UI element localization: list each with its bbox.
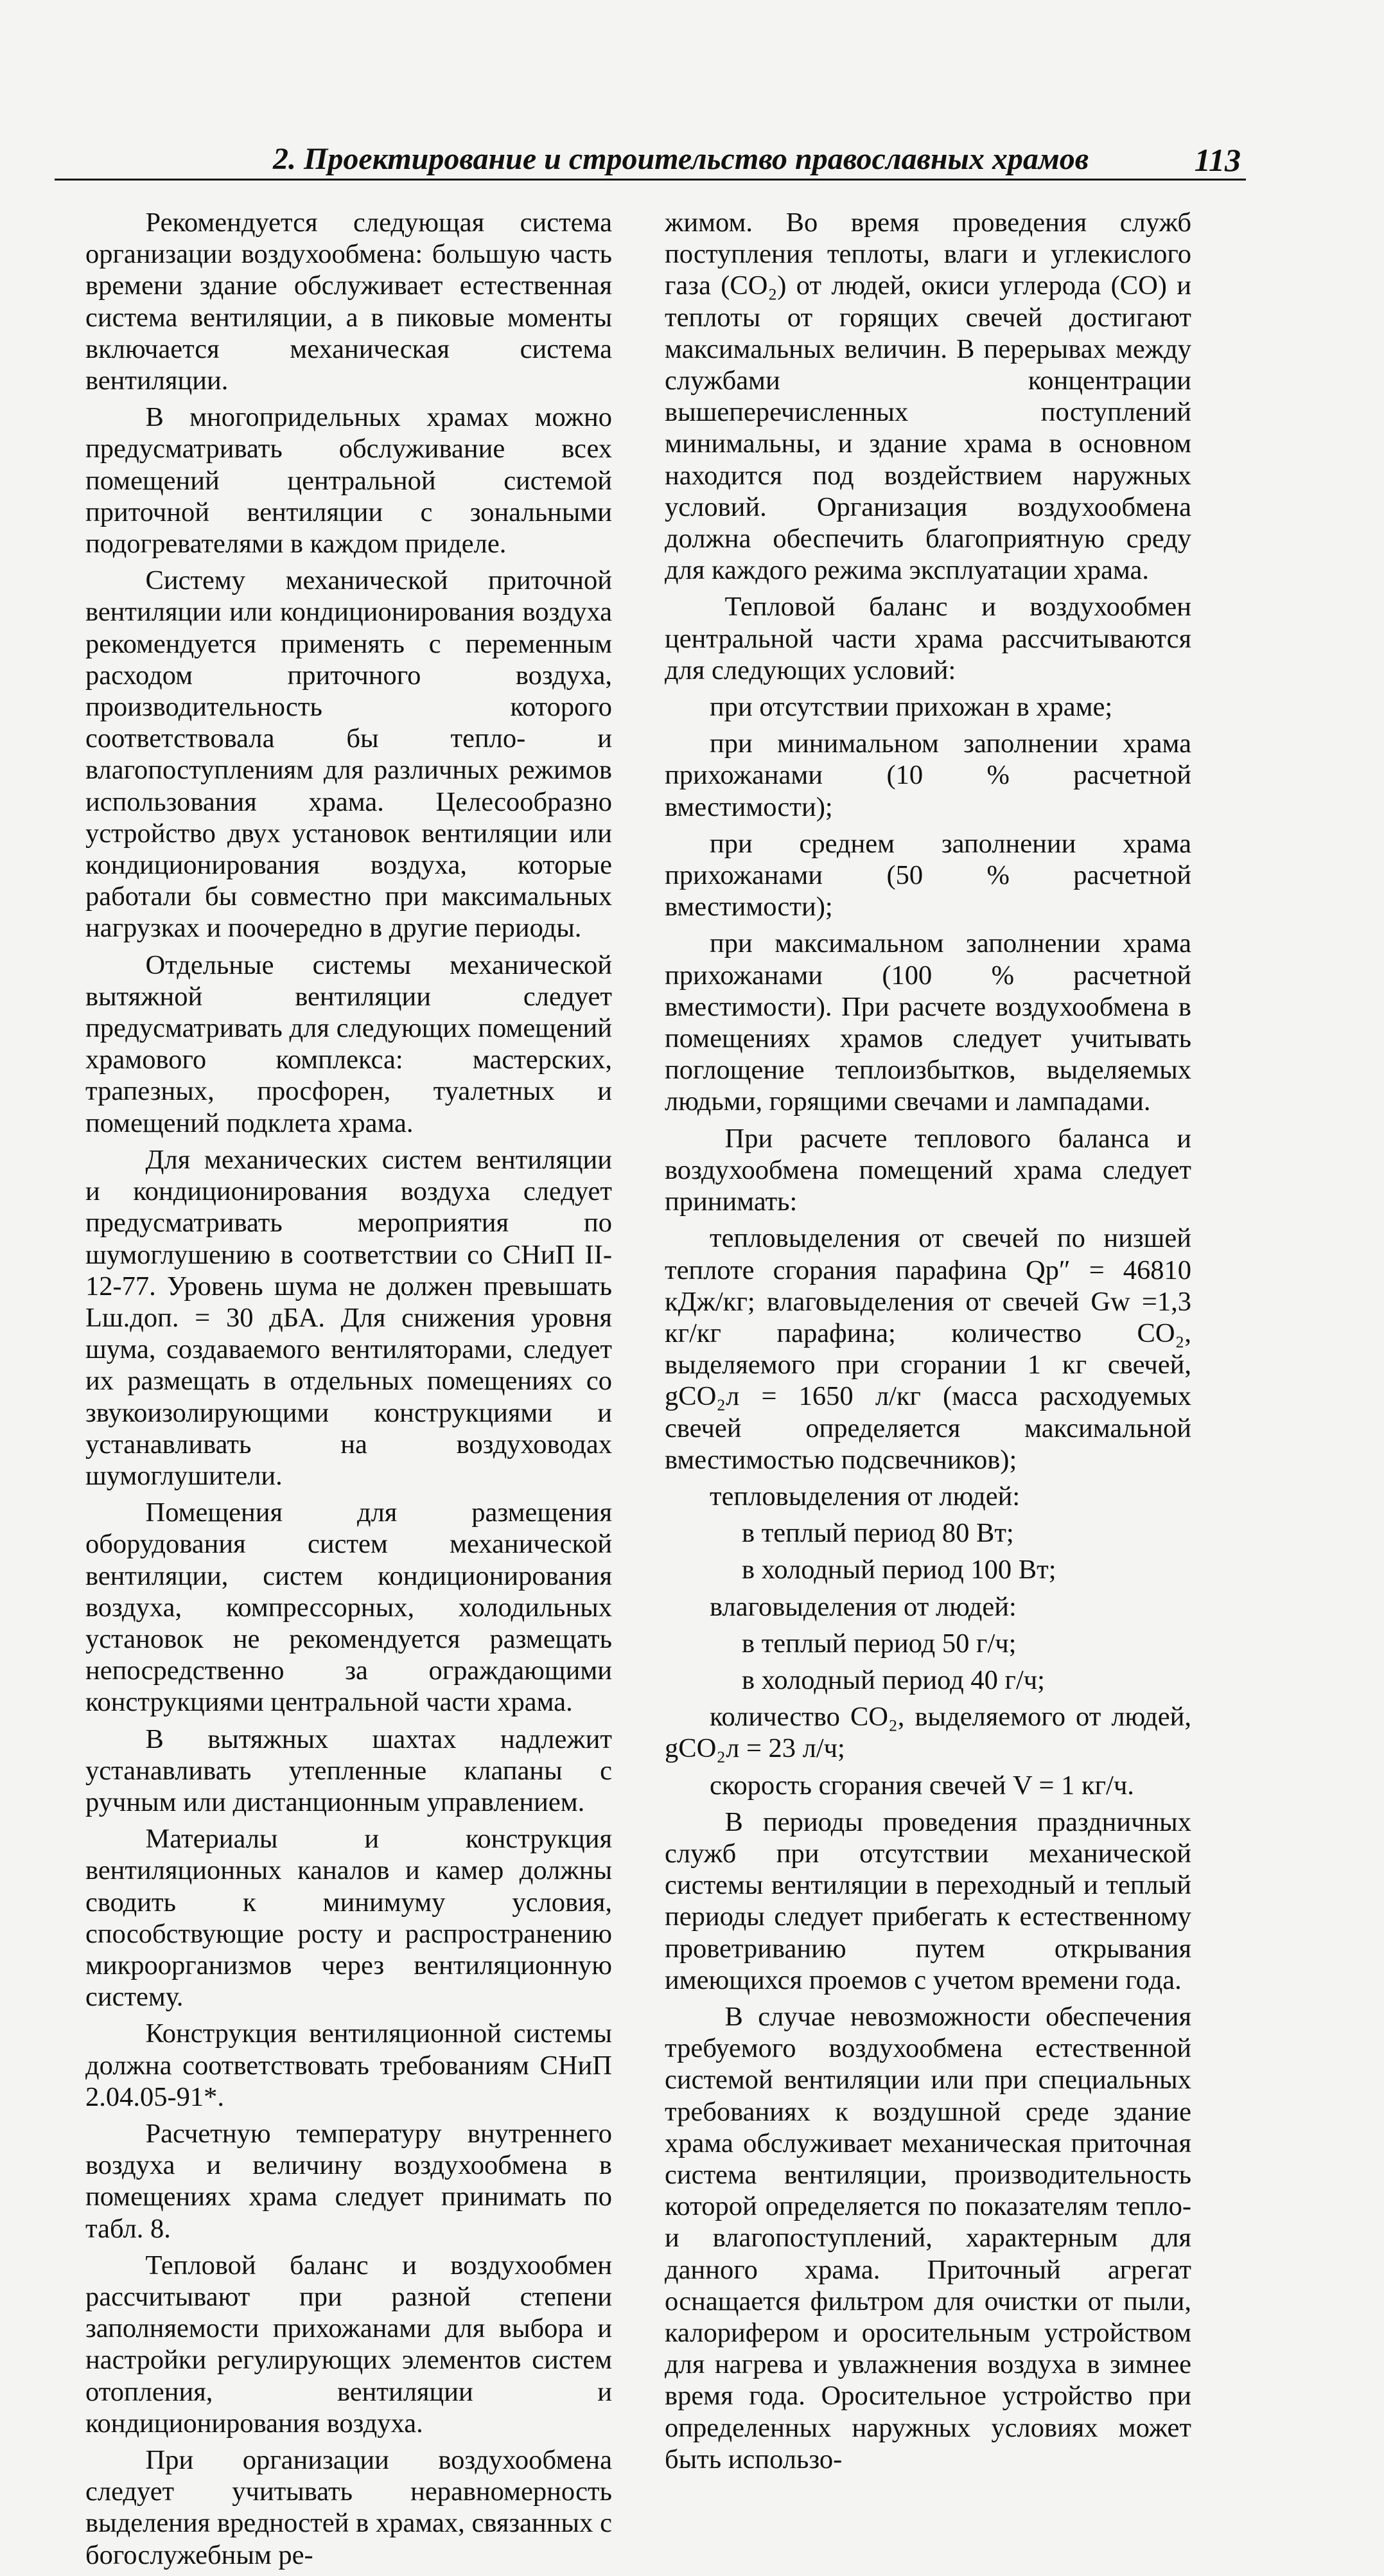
- paragraph: Тепловой баланс и воздухообмен рассчитывают при разной степени заполняемости прихожанами для выбора и настройки регулирующих элементов систем отопления, вентиляции и кондиционирования воздуха.: [85, 2250, 612, 2439]
- paragraph: Материалы и конструкция вентиляционных каналов и камер должны сводить к минимуму условия, способствующие росту и распространению микроорганизмов через вентиляционную систему.: [85, 1824, 612, 2013]
- paragraph: При организации воздухообмена следует учитывать неравномерность выделения вредностей в храмах, связанных с богослужебным ре-: [85, 2445, 612, 2570]
- paragraph: Тепловой баланс и воздухообмен центральной части храма рассчитываются для следующих условий:: [665, 592, 1191, 685]
- paragraph: в холодный период 100 Вт;: [742, 1555, 1056, 1585]
- paragraph: в теплый период 50 г/ч;: [742, 1628, 1017, 1659]
- paragraph: Рекомендуется следующая система организации воздухообмена: большую часть времени здание обслуживает естественная система вентиляции, а в пиковые моменты включается механическая система вентиляции.: [85, 207, 612, 396]
- paragraph: В периоды проведения праздничных служб при отсутствии механической системы вентиляции в переходный и теплый периоды следует прибегать к естественному проветриванию путем открывания имеющихся проемов с учетом времени года.: [665, 1806, 1191, 1995]
- paragraph: при среднем заполнении храма прихожанами (50 % расчетной вместимости);: [665, 828, 1191, 922]
- page-number: 113: [1194, 142, 1241, 178]
- paragraph: при отсутствии прихожан в храме;: [710, 692, 1113, 723]
- paragraph: При расчете теплового баланса и воздухообмена помещений храма следует принимать:: [665, 1123, 1191, 1217]
- paragraph: В вытяжных шахтах надлежит устанавливать утепленные клапаны с ручным или дистанционным управлением.: [85, 1724, 612, 1817]
- paragraph: влаговыделения от людей:: [710, 1591, 1017, 1622]
- paragraph: жимом. Во время проведения служб поступления теплоты, влаги и углекислого газа (CO₂) от людей, окиси углерода (CO) и теплоты от горящих свечей достигают максимальных величин. В перерывах между службами концентрации вышеперечисленных поступлений минимальны, и здание храма в основном находится под воздействием наружных условий. Организация воздухообмена должна обеспечить благоприятную среду для каждого режима эксплуатации храма.: [665, 207, 1191, 586]
- paragraph: в теплый период 80 Вт;: [742, 1518, 1014, 1549]
- running-header: [55, 140, 1246, 181]
- right-column: [665, 207, 1191, 2480]
- paragraph: Систему механической приточной вентиляции или кондиционирования воздуха рекомендуется применять с переменным расходом приточного воздуха, производительность которого соответствовала бы тепло- и влагопоступлениям для различных режимов использования храма. Целесообразно устройство двух установок вентиляции или кондиционирования воздуха, которые работали бы совместно при максимальных нагрузках и поочередно в другие периоды.: [85, 565, 612, 944]
- paragraph: тепловыделения от свечей по низшей теплоте сгорания парафина Qр″ = 46810 кДж/кг; влаговыделения от свечей Gw =1,3 кг/кг парафина; количество CO₂, выделяемого при сгорании 1 кг свечей, gCO₂л = 1650 л/кг (масса расходуемых свечей определяется максимальной вместимостью подсвечников);: [665, 1223, 1191, 1475]
- paragraph: при максимальном заполнении храма прихожанами (100 % расчетной вместимости). При расчете воздухообмена в помещениях храмов следует учитывать поглощение теплоизбытков, выделяемых людьми, горящими свечами и лампадами.: [665, 928, 1191, 1117]
- paragraph: Для механических систем вентиляции и кондиционирования воздуха следует предусматривать мероприятия по шумоглушению в соответствии со СНиП II-12-77. Уровень шума не должен превышать Lш.доп. = 30 дБА. Для снижения уровня шума, создаваемого вентиляторами, следует их размещать в отдельных помещениях со звукоизолирующими конструкциями и устанавливать на воздуховодах шумоглушители.: [85, 1144, 612, 1491]
- paragraph: тепловыделения от людей:: [710, 1481, 1020, 1512]
- running-title: 2. Проектирование и строительство православных храмов: [273, 142, 1089, 176]
- paragraph: количество CO₂, выделяемого от людей, gCO₂л = 23 л/ч;: [665, 1702, 1191, 1764]
- paragraph: скорость сгорания свечей V = 1 кг/ч.: [710, 1770, 1134, 1801]
- paragraph: Отдельные системы механической вытяжной вентиляции следует предусматривать для следующих помещений храмового комплекса: мастерских, трапезных, просфорен, туалетных и помещений подклета храма.: [85, 949, 612, 1138]
- paragraph: В многопридельных храмах можно предусматривать обслуживание всех помещений центральной системой приточной вентиляции с зональными подогревателями в каждом приделе.: [85, 402, 612, 560]
- paragraph: В случае невозможности обеспечения требуемого воздухообмена естественной системой вентиляции или при специальных требованиях к воздушной среде здание храма обслуживает механическая приточная система вентиляции, производительность которой определяется по показателям тепло- и влагопоступлений, характерным для данного храма. Приточный агрегат оснащается фильтром для очистки от пыли, калорифером и оросительным устройством для нагрева и увлажнения воздуха в зимнее время года. Оросительное устройство при определенных наружных условиях может быть использо-: [665, 2001, 1191, 2475]
- paragraph: Помещения для размещения оборудования систем механической вентиляции, систем кондиционирования воздуха, компрессорных, холодильных установок не рекомендуется размещать непосредственно за ограждающими конструкциями центральной части храма.: [85, 1497, 612, 1718]
- paragraph: Расчетную температуру внутреннего воздуха и величину воздухообмена в помещениях храма следует принимать по табл. 8.: [85, 2118, 612, 2244]
- left-column: [85, 207, 612, 2576]
- paragraph: в холодный период 40 г/ч;: [742, 1664, 1045, 1695]
- paragraph: Конструкция вентиляционной системы должна соответствовать требованиям СНиП 2.04.05-91*.: [85, 2018, 612, 2112]
- paragraph: при минимальном заполнении храма прихожанами (10 % расчетной вместимости);: [665, 728, 1191, 822]
